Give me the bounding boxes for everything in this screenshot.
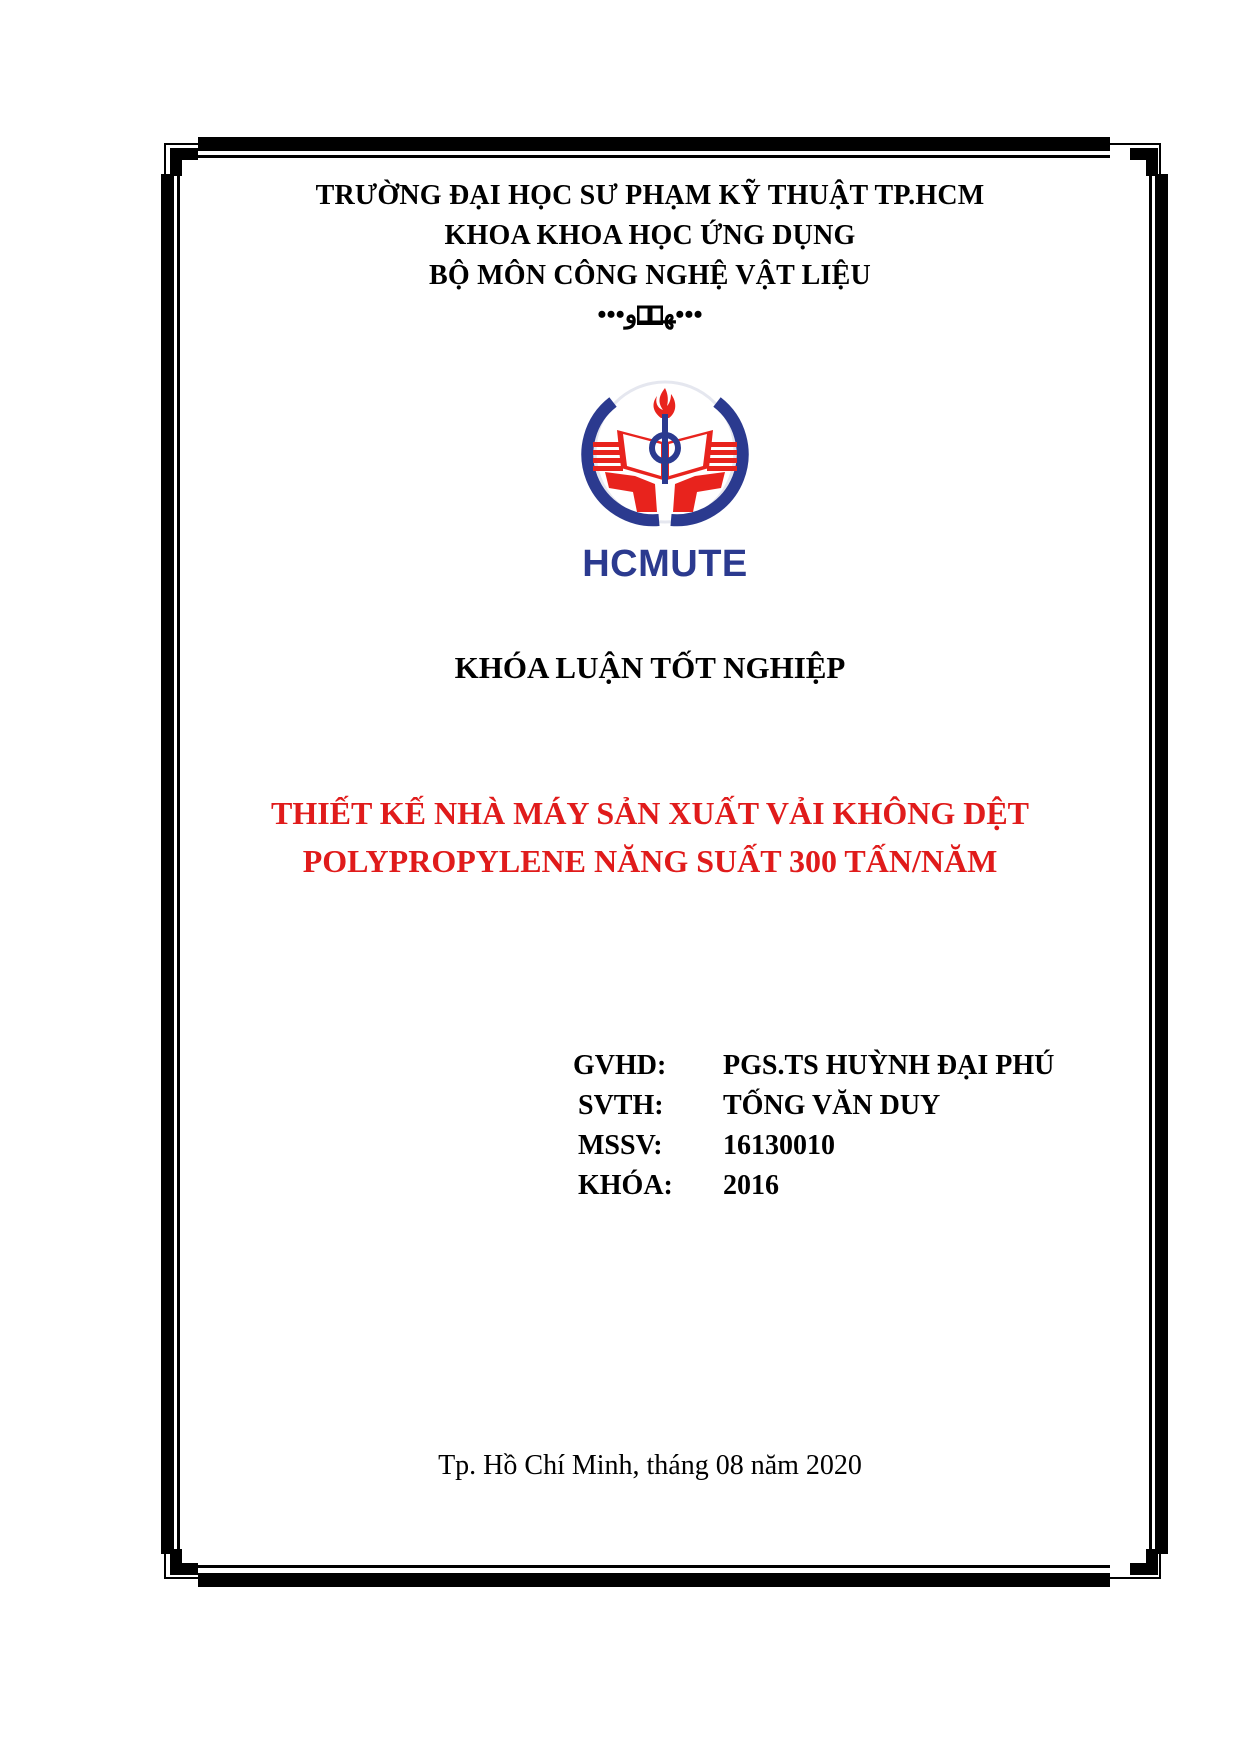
book-icon (637, 302, 663, 322)
info-label: SVTH: (578, 1090, 664, 1121)
place-and-date: Tp. Hồ Chí Minh, tháng 08 năm 2020 (438, 1450, 862, 1481)
info-value: PGS.TS HUỲNH ĐẠI PHÚ (723, 1050, 1055, 1081)
faculty-name: KHOA KHOA HỌC ỨNG DỤNG (444, 220, 856, 251)
info-value: 16130010 (723, 1130, 835, 1161)
thesis-type: KHÓA LUẬN TỐT NGHIỆP (454, 650, 846, 685)
ornament-curl-left-icon: ﻬ (663, 300, 676, 329)
info-label: GVHD: (573, 1050, 667, 1081)
ornament-curl-right-icon: ﻭ (624, 300, 638, 329)
info-label: MSSV: (578, 1130, 663, 1161)
corner-top-right-2 (1146, 148, 1158, 176)
border-top-thin (198, 155, 1110, 158)
info-value: 2016 (723, 1170, 779, 1201)
corner-bottom-left-2 (170, 1549, 182, 1575)
university-logo (575, 380, 755, 595)
ornament-dots-left: ••• (597, 300, 625, 329)
corner-top-left-2 (170, 148, 182, 176)
university-name: TRƯỜNG ĐẠI HỌC SƯ PHẠM KỸ THUẬT TP.HCM (315, 180, 985, 211)
ornament-dots-right: ••• (675, 300, 703, 329)
border-top-thick (198, 137, 1110, 151)
thesis-title-line-1: THIẾT KẾ NHÀ MÁY SẢN XUẤT VẢI KHÔNG DỆT (270, 795, 1030, 831)
logo-text: HCMUTE (582, 543, 748, 585)
department-name: BỘ MÔN CÔNG NGHỆ VẬT LIỆU (429, 260, 871, 291)
border-bottom-thin (198, 1565, 1110, 1568)
border-bottom-thick (198, 1573, 1110, 1587)
corner-bottom-right-2 (1146, 1549, 1158, 1575)
info-value: TỐNG VĂN DUY (723, 1090, 941, 1121)
info-label: KHÓA: (578, 1170, 673, 1201)
ornament-divider (0, 300, 1240, 330)
thesis-title-line-2: POLYPROPYLENE NĂNG SUẤT 300 TẤN/NĂM (302, 843, 998, 879)
